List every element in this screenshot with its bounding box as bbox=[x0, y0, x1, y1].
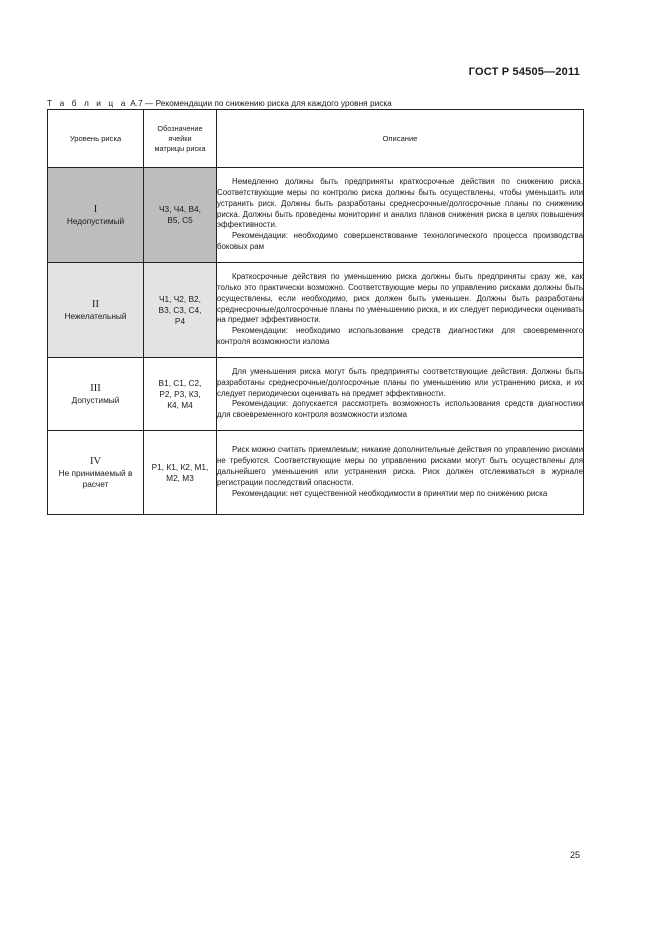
risk-level-name: Недопустимый bbox=[66, 215, 125, 226]
description-cell bbox=[217, 263, 584, 358]
risk-level-cell bbox=[48, 431, 144, 515]
risk-level-name: Нежелательный bbox=[64, 310, 127, 321]
description-cell bbox=[217, 168, 584, 263]
table-row bbox=[48, 263, 584, 358]
risk-level-numeral: II bbox=[92, 298, 99, 310]
recommendation-text: Рекомендации: нет существенной необходимости в принятии мер по снижению риска bbox=[232, 488, 548, 498]
description-text: Немедленно должны быть предприняты краткосрочные действия по снижению риска. Соответствующие меры по контролю риска должны быть осуществлены, чтобы уменьшить или устранить риск. Должны быть разработаны среднесрочные/долгосрочные планы по снижению риска. Должны быть проведены мониторинг и анализ планов снижения риска в целях повышения эффективности. bbox=[217, 176, 583, 230]
page-number: 25 bbox=[569, 850, 580, 860]
description-text: Краткосрочные действия по уменьшению риска должны быть предприняты сразу же, как только это практически возможно. Соответствующие меры по управлению рисками должны быть осуществлены, если необходимо, риск должен быть уменьшен. Должны быть разработаны среднесрочные/долгосрочные планы по уменьшению риска, и их следует периодически оценивать на предмет эффективности. bbox=[217, 271, 583, 325]
risk-level-numeral: I bbox=[93, 203, 98, 215]
risk-level-numeral: IV bbox=[89, 455, 102, 467]
table-caption-label: Т а б л и ц а bbox=[47, 98, 128, 108]
description-cell bbox=[217, 431, 584, 515]
risk-level-cell bbox=[48, 263, 144, 358]
header-matrix-cell-code: Обозначение ячейки матрицы риска bbox=[144, 110, 217, 168]
matrix-codes-cell: Р1, К1, К2, М1, М2, М3 bbox=[144, 431, 217, 515]
risk-level-name: Не принимаемый в расчет bbox=[58, 467, 133, 489]
description-text: Для уменьшения риска могут быть предприняты соответствующие действия. Должны быть разработаны среднесрочные/долгосрочные планы по уменьшению или устранению риска, и их следует периодически оценивать на предмет эффективности. bbox=[217, 366, 583, 398]
table-header-row bbox=[48, 110, 584, 168]
table-row bbox=[48, 168, 584, 263]
risk-level-cell bbox=[48, 358, 144, 431]
header-description: Описание bbox=[217, 110, 584, 168]
table-caption bbox=[47, 98, 392, 108]
recommendation-text: Рекомендации: необходимо совершенствование технологического процесса производства боковых рам bbox=[217, 231, 583, 252]
matrix-codes-cell: Ч3, Ч4, В4, В5, С5 bbox=[144, 168, 217, 263]
header-risk-level: Уровень риска bbox=[48, 110, 144, 168]
table-row bbox=[48, 431, 584, 515]
description-cell bbox=[217, 358, 584, 431]
table-caption-text: А.7 — Рекомендации по снижению риска для каждого уровня риска bbox=[130, 98, 392, 108]
table-row bbox=[48, 358, 584, 431]
matrix-codes-cell: Ч1, Ч2, В2, В3, С3, С4, Р4 bbox=[144, 263, 217, 358]
matrix-codes-cell: В1, С1, С2, Р2, Р3, К3, К4, М4 bbox=[144, 358, 217, 431]
risk-recommendations-table bbox=[47, 109, 584, 515]
risk-level-name: Допустимый bbox=[71, 394, 120, 405]
risk-level-numeral: III bbox=[90, 382, 101, 394]
risk-level-cell bbox=[48, 168, 144, 263]
document-number: ГОСТ Р 54505—2011 bbox=[468, 66, 580, 78]
description-text: Риск можно считать приемлемым; никакие дополнительные действия по управлению рисками не требуются. Соответствующие меры по управлению рисками могут быть осуществлены для дальнейшего уменьшения или устранения риска. Риск должен отслеживаться в журнале регистрации последствий опасности. bbox=[217, 445, 583, 487]
recommendation-text: Рекомендации: необходимо использование средств диагностики для своевременного контроля возможности излома bbox=[217, 326, 583, 347]
recommendation-text: Рекомендации: допускается рассмотреть возможность использования средств диагностики для своевременного контроля возможности излома bbox=[217, 399, 583, 420]
